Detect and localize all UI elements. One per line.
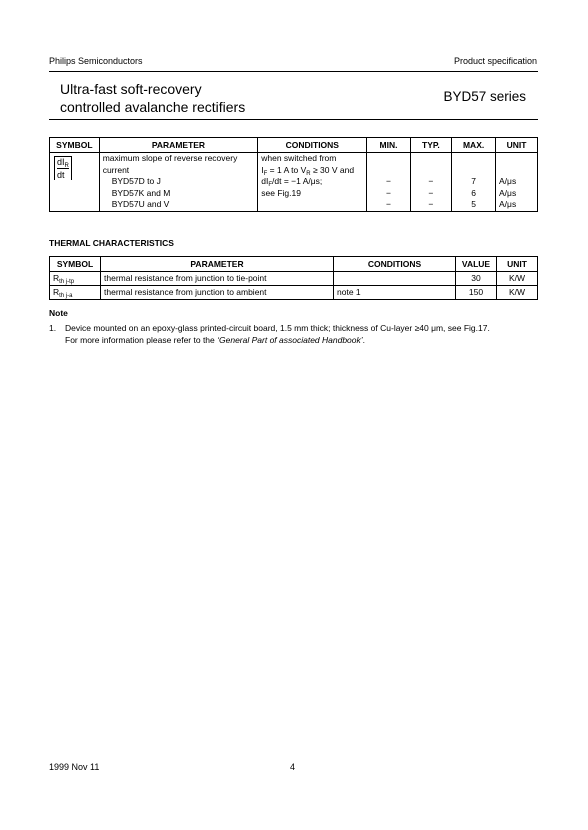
col-conditions: CONDITIONS xyxy=(258,138,367,153)
col-unit: UNIT xyxy=(496,138,538,153)
note-text xyxy=(65,322,544,346)
title-rule xyxy=(49,119,538,120)
col-typ: TYP. xyxy=(410,138,452,153)
company-name: Philips Semiconductors xyxy=(49,56,143,66)
typ-cell: − − − xyxy=(410,153,452,212)
col-parameter: PARAMETER xyxy=(99,138,258,153)
min-cell: − − − xyxy=(367,153,410,212)
col-max: MAX. xyxy=(452,138,496,153)
col-conditions: CONDITIONS xyxy=(334,257,456,272)
page-number: 4 xyxy=(290,762,296,772)
unit-cell: K/W xyxy=(497,286,538,300)
note-body xyxy=(49,322,544,346)
col-symbol: SYMBOL xyxy=(50,257,101,272)
col-min: MIN. xyxy=(367,138,410,153)
note-heading: Note xyxy=(49,308,68,318)
symbol-cell: $R_{th j-tp}$ xyxy=(50,272,101,286)
title-line-1: Ultra-fast soft-recovery xyxy=(60,81,202,97)
max-cell: 7 6 5 xyxy=(452,153,496,212)
symbol-cell: $R_{th j-a}$ xyxy=(50,286,101,300)
product-series: BYD57 series xyxy=(443,89,526,104)
parameter-cell: thermal resistance from junction to tie-point xyxy=(101,272,334,286)
footer-date: 1999 Nov 11 xyxy=(49,762,100,772)
thermal-table xyxy=(49,256,538,300)
document-title xyxy=(60,80,245,116)
note-line-1: Device mounted on an epoxy-glass printed-circuit board, 1.5 mm thick; thickness of Cu-layer ≥40 μm, see Fig.17. xyxy=(65,323,490,333)
unit-cell: A/μs A/μs A/μs xyxy=(496,153,538,212)
thermal-heading: THERMAL CHARACTERISTICS xyxy=(49,238,174,248)
value-cell: 30 xyxy=(456,272,497,286)
header-rule xyxy=(49,71,538,72)
unit-cell: K/W xyxy=(497,272,538,286)
col-parameter: PARAMETER xyxy=(101,257,334,272)
symbol-fraction: $\frac{dI_R}{dt}$ xyxy=(54,156,72,180)
value-cell: 150 xyxy=(456,286,497,300)
document-type: Product specification xyxy=(453,56,537,66)
parameter-cell: maximum slope of reverse recovery current BYD57D to J BYD57K and M BYD57U and V xyxy=(99,153,258,212)
note-number: 1. xyxy=(49,323,57,333)
conditions-cell: when switched from $I_F = 1$ A to $V_R \ge 30$ V and $dI_F/dt = -1$ A/μs; see Fig.19 xyxy=(258,153,367,212)
table-header-row xyxy=(50,138,538,153)
col-value: VALUE xyxy=(456,257,497,272)
col-unit: UNIT xyxy=(497,257,538,272)
parameter-cell: thermal resistance from junction to ambient xyxy=(101,286,334,300)
col-symbol: SYMBOL xyxy=(50,138,100,153)
symbol-cell xyxy=(50,153,100,212)
conditions-cell xyxy=(334,272,456,286)
table-header-row xyxy=(50,257,538,272)
table-row xyxy=(50,286,538,300)
conditions-cell: note 1 xyxy=(334,286,456,300)
table-row xyxy=(50,272,538,286)
note-line-2: For more information please refer to the ‘General Part of associated Handbook’. xyxy=(65,335,366,345)
table-row xyxy=(50,153,538,212)
title-line-2: controlled avalanche rectifiers xyxy=(60,99,246,115)
recovery-table xyxy=(49,137,538,212)
